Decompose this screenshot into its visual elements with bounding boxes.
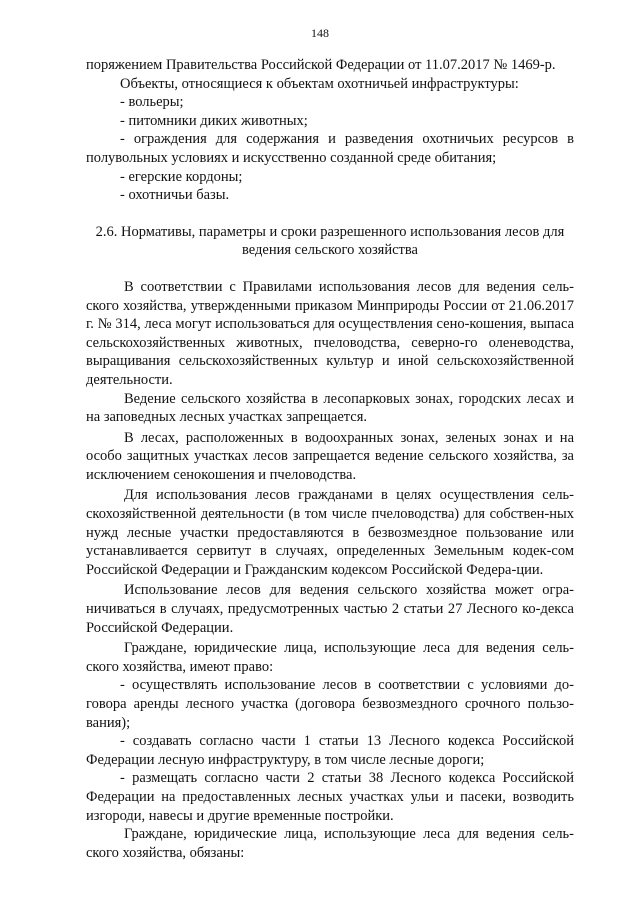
- paragraph: В лесах, расположенных в водоохранных зонах, зеленых зонах и на особо защитных участках лесов запрещается ведение сельского хозяйства, за исключением сенокошения и пчеловодства.: [86, 429, 574, 483]
- list-title: Объекты, относящиеся к объектам охотничьей инфраструктуры:: [120, 75, 519, 92]
- list-item: - вольеры;: [120, 94, 184, 111]
- list-item: - ограждения для содержания и разведения охотничьих ресурсов в полувольных условиях и искусственно созданной среде обитания;: [86, 131, 574, 166]
- paragraph: В соответствии с Правилами использования лесов для ведения сель-ского хозяйства, утвержденными приказом Минприроды России от 21.06.2017 г. № 314, леса могут использоваться для осуществления сено-кошения, выпаса сельскохозяйственных животных, пчеловодства, северно-го оленеводства, выращивания сельскохозяйственных культур и иной сельскохозяйственной деятельности.: [86, 278, 574, 388]
- paragraph: Граждане, юридические лица, использующие леса для ведения сель-ского хозяйства, имеют право:: [86, 640, 574, 675]
- list-item: - питомники диких животных;: [120, 112, 308, 129]
- list-item: - создавать согласно части 1 статьи 13 Лесного кодекса Российской Федерации лесную инфраструктуру, в том числе лесные дороги;: [86, 733, 574, 768]
- list-item: - размещать согласно части 2 статьи 38 Лесного кодекса Российской Федерации на предоставленных лесных участках ульи и пасеки, возводить изгороди, навесы и другие временные постройки.: [86, 770, 574, 824]
- paragraph: Граждане, юридические лица, использующие леса для ведения сель-ского хозяйства, обязаны:: [86, 826, 574, 861]
- paragraph: Для использования лесов гражданами в целях осуществления сель-скохозяйственной деятельности (в том числе пчеловодства) для собствен-ных нужд лесные участки предоставляются в безвозмездное пользование или устанавливается сервитут в случаях, определенных Земельным кодек-сом Российской Федерации и Гражданским кодексом Российской Федера-ции.: [86, 487, 574, 578]
- page-content: [86, 56, 574, 862]
- section-heading: 2.6. Нормативы, параметры и сроки разрешенного использования лесов для ведения сельского хозяйства: [95, 223, 565, 259]
- list-item: - осуществлять использование лесов в соответствии с условиями до-говора аренды лесного участка (договора безвозмездного срочного пользо-вания);: [86, 677, 574, 731]
- paragraph: Ведение сельского хозяйства в лесопарковых зонах, городских лесах и на заповедных лесных участках запрещается.: [86, 390, 574, 426]
- list-item: - охотничьи базы.: [120, 187, 230, 204]
- page-number: 148: [311, 26, 329, 40]
- paragraph: Использование лесов для ведения сельского хозяйства может огра-ничиваться в случаях, предусмотренных частью 2 статьи 27 Лесного ко-декса Российской Федерации.: [86, 582, 574, 636]
- list-item: - егерские кордоны;: [120, 168, 243, 185]
- continuation-paragraph: поряжением Правительства Российской Федерации от 11.07.2017 № 1469-р.: [86, 57, 556, 73]
